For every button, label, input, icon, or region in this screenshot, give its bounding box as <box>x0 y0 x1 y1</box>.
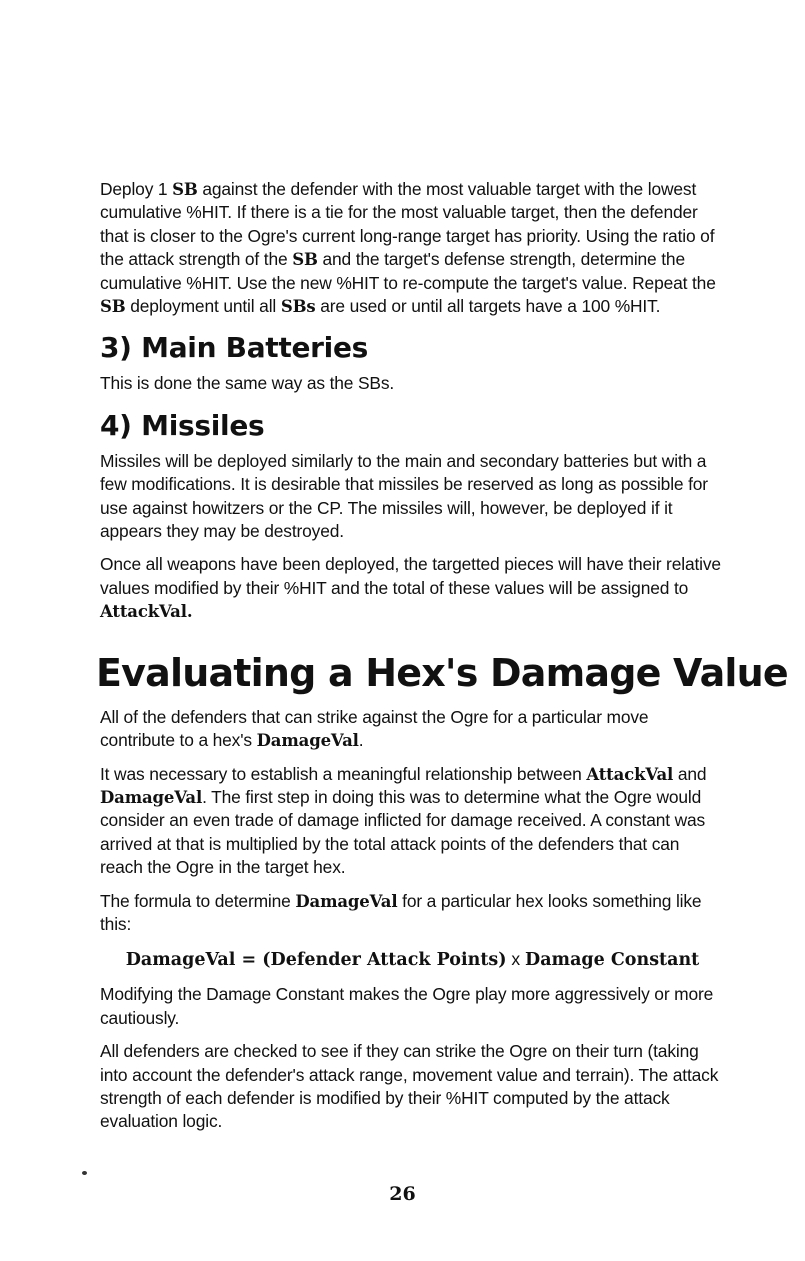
formula-times: x <box>506 949 526 970</box>
text-run: . <box>358 730 364 751</box>
damage-formula <box>100 946 725 973</box>
page-number: 26 <box>389 1183 416 1205</box>
paragraph-relationship <box>100 763 725 880</box>
text-run: deployment until all <box>125 296 281 317</box>
paragraph-defenders-checked: All defenders are checked to see if they can strike the Ogre on their turn (taking into account the defender's attack range, movement value and terrain). The attack strength of each defender is modified by their %HIT computed by the attack evaluation logic. <box>100 1041 719 1132</box>
formula-term-attack-points: (Defender Attack Points) <box>262 950 507 971</box>
paragraph-modifying-constant: Modifying the Damage Constant makes the Ogre play more aggressively or more cautiously. <box>100 984 714 1028</box>
paragraph-formula-intro <box>100 890 725 937</box>
bold-term: DamageVal <box>295 891 398 911</box>
bold-term: SB <box>292 250 318 270</box>
text-run: for a particular hex looks something like this: <box>100 890 702 934</box>
bold-term: SBs <box>280 297 316 317</box>
text-run: It was necessary to establish a meaningful relationship between <box>100 763 587 784</box>
print-speck <box>82 1171 87 1175</box>
text-run: and the target's defense strength, determine the cumulative %HIT. Use the new %HIT to re-compute the target's value. Repeat the <box>100 249 716 293</box>
bold-term: SB <box>172 180 198 199</box>
paragraph-main-batteries: This is done the same way as the SBs. <box>100 373 395 394</box>
formula-equals: = <box>235 950 263 971</box>
formula-term-damage-constant: Damage Constant <box>525 950 700 971</box>
heading-missiles: 4) Missiles <box>100 408 265 442</box>
heading-main-batteries: 3) Main Batteries <box>100 331 369 365</box>
text-run: and <box>673 763 707 784</box>
paragraph-sb-deployment <box>100 178 725 318</box>
bold-term: DamageVal <box>100 787 203 807</box>
text-run: The formula to determine <box>100 890 296 911</box>
text-run: Deploy 1 <box>100 179 173 199</box>
text-run: Once all weapons have been deployed, the targetted pieces will have their relative values modified by their %HIT and the total of these values will be assigned to <box>100 554 721 598</box>
bold-term: SB <box>100 297 126 317</box>
text-run: . The first step in doing this was to determine what the Ogre would consider an even trade of damage inflicted for damage received. A constant was arrived at that is multiplied by the total attack points of the defenders that can reach the Ogre in the target hex. <box>100 786 706 878</box>
text-run: against the defender with the most valuable target with the lowest cumulative %HIT. If there is a tie for the most valuable target, then the defender that is closer to the Ogre's current long-range target has priority. Using the ratio of the attack strength of the <box>100 179 715 270</box>
paragraph-defenders-contribute <box>100 706 725 753</box>
bold-term: AttackVal. <box>100 602 193 622</box>
text-run: are used or until all targets have a 100 %HIT. <box>315 296 661 317</box>
heading-damage-value: Evaluating a Hex's Damage Value <box>96 650 788 695</box>
bold-term: AttackVal <box>586 764 674 784</box>
bold-term: DamageVal <box>256 731 359 751</box>
document-page <box>96 178 788 1144</box>
text-run: All of the defenders that can strike against the Ogre for a particular move contribute to a hex's <box>100 706 649 751</box>
paragraph-weapons-deployed <box>100 553 725 623</box>
paragraph-missiles: Missiles will be deployed similarly to the main and secondary batteries but with a few modifications. It is desirable that missiles be reserved as long as possible for use against howitzers or the CP. The missiles will, however, be deployed if it appears they may be destroyed. <box>100 450 708 542</box>
formula-lhs: DamageVal <box>125 950 236 971</box>
